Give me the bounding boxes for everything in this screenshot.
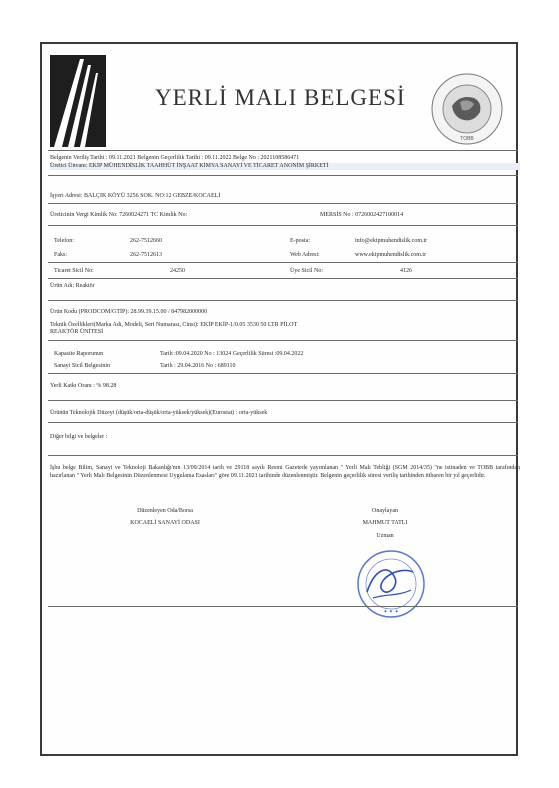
trade-registry-value: 24250 — [170, 268, 185, 274]
email-label: E-posta: — [290, 238, 310, 244]
approver-title: Uzman — [376, 533, 394, 539]
approver-name: MAHMUT TATLI — [362, 520, 408, 526]
issuer-label: Düzenleyen Oda/Borsa — [137, 508, 193, 514]
issuer-name: KOCAELİ SANAYİ ODASI — [130, 520, 200, 526]
dates-row: Belgenin Veriliş Tarihi : 09.11.2021 Belgenin Geçerlilik Tarihi : 09.11.2022 Belge No : 2021108586471 — [50, 155, 300, 161]
technology-level-row: Ürünün Teknolojik Düzeyi (düşük/orta-düşük/orta-yüksek/yüksek)(Eurostat) : orta-yüksek — [50, 410, 268, 416]
fax-value: 262-7512613 — [130, 252, 162, 258]
producer-title-row: Üretici Ünvanı: EKİP MÜHENDİSLİK TAAHHÜT İNŞAAT KİMYA SANAYİ VE TİCARET ANONİM ŞİRKETİ — [50, 163, 520, 170]
industry-registry-value: Tarih : 29.04.2016 No : 689110 — [160, 363, 236, 369]
svg-text:✦ ✦ ✦: ✦ ✦ ✦ — [383, 609, 399, 615]
trade-registry-label: Ticaret Sicil No: — [54, 268, 94, 274]
address-row: İşyeri Adresi: BALÇIK KÖYÜ 3256 SOK. NO:12 GEBZE/KOCAELİ — [50, 193, 221, 199]
product-name-row: Ürün Adı: Reaktör — [50, 283, 95, 289]
member-registry-label: Üye Sicil No: — [290, 268, 323, 274]
approver-label: Onaylayan — [372, 508, 398, 514]
capacity-report-value: Tarih :09.04.2020 No : 13024 Geçerlilik Süresi :09.04.2022 — [160, 351, 304, 357]
document-title: YERLİ MALI BELGESİ — [155, 85, 406, 110]
mersis-number: MERSİS No : 0726002427100014 — [320, 212, 404, 218]
other-info-row: Diğer bilgi ve belgeler : — [50, 434, 108, 440]
capacity-report-label: Kapasite Raporunun — [54, 351, 104, 357]
product-code-row: Ürün Kodu (PRODCOM/GTİP): 28.99.39.15.00 / 847982000000 — [50, 309, 208, 315]
email-value: info@ekipmuhendislik.com.tr — [355, 238, 428, 244]
tax-id-row: Üreticinin Vergi Kimlik No: 7260024271 TC Kimlik No: — [50, 212, 188, 218]
official-stamp-icon — [355, 548, 427, 620]
web-label: Web Adresi: — [290, 252, 320, 258]
legal-text: İşbu belge Bilim, Sanayi ve Teknoloji Bakanlığı'nın 13/09/2014 tarih ve 29118 sayılı Resmi Gazetede yayımlanan " Yerli Malı Tebliği (SGM 2014/35) "ne istinaden ve TOBB tarafından hazırlanan " Yerli Malı Belgesinin Düzenlenmesi Uygulama Esasları" göre 09.11.2021 tarihinde düzenlenmiştir. Belgenin geçerlilik süresi veriliş tarihinden itibaren bir yıl geçerlidir. — [50, 465, 520, 479]
svg-text:TOBB: TOBB — [460, 136, 474, 142]
web-value: www.ekipmuhendislik.com.tr — [355, 252, 427, 258]
tobb-seal-icon — [430, 72, 504, 146]
phone-label: Telefon: — [54, 238, 74, 244]
fax-label: Faks: — [54, 252, 68, 258]
local-content-row: Yerli Katkı Oranı : % 98.28 — [50, 383, 117, 389]
company-logo — [50, 55, 106, 147]
technical-specs-row: Teknik Özellikleri(Marka Adı, Modeli, Seri Numarası, Cinsi): EKİP EKİP-1/0.05 3530 50 LTR PİLOT — [50, 322, 298, 328]
industry-registry-label: Sanayi Sicil Belgesinin — [54, 363, 110, 369]
phone-value: 262-7512660 — [130, 238, 162, 244]
technical-specs-row-2: REAKTÖR ÜNİTESİ — [50, 329, 104, 335]
member-registry-value: 4126 — [400, 268, 412, 274]
